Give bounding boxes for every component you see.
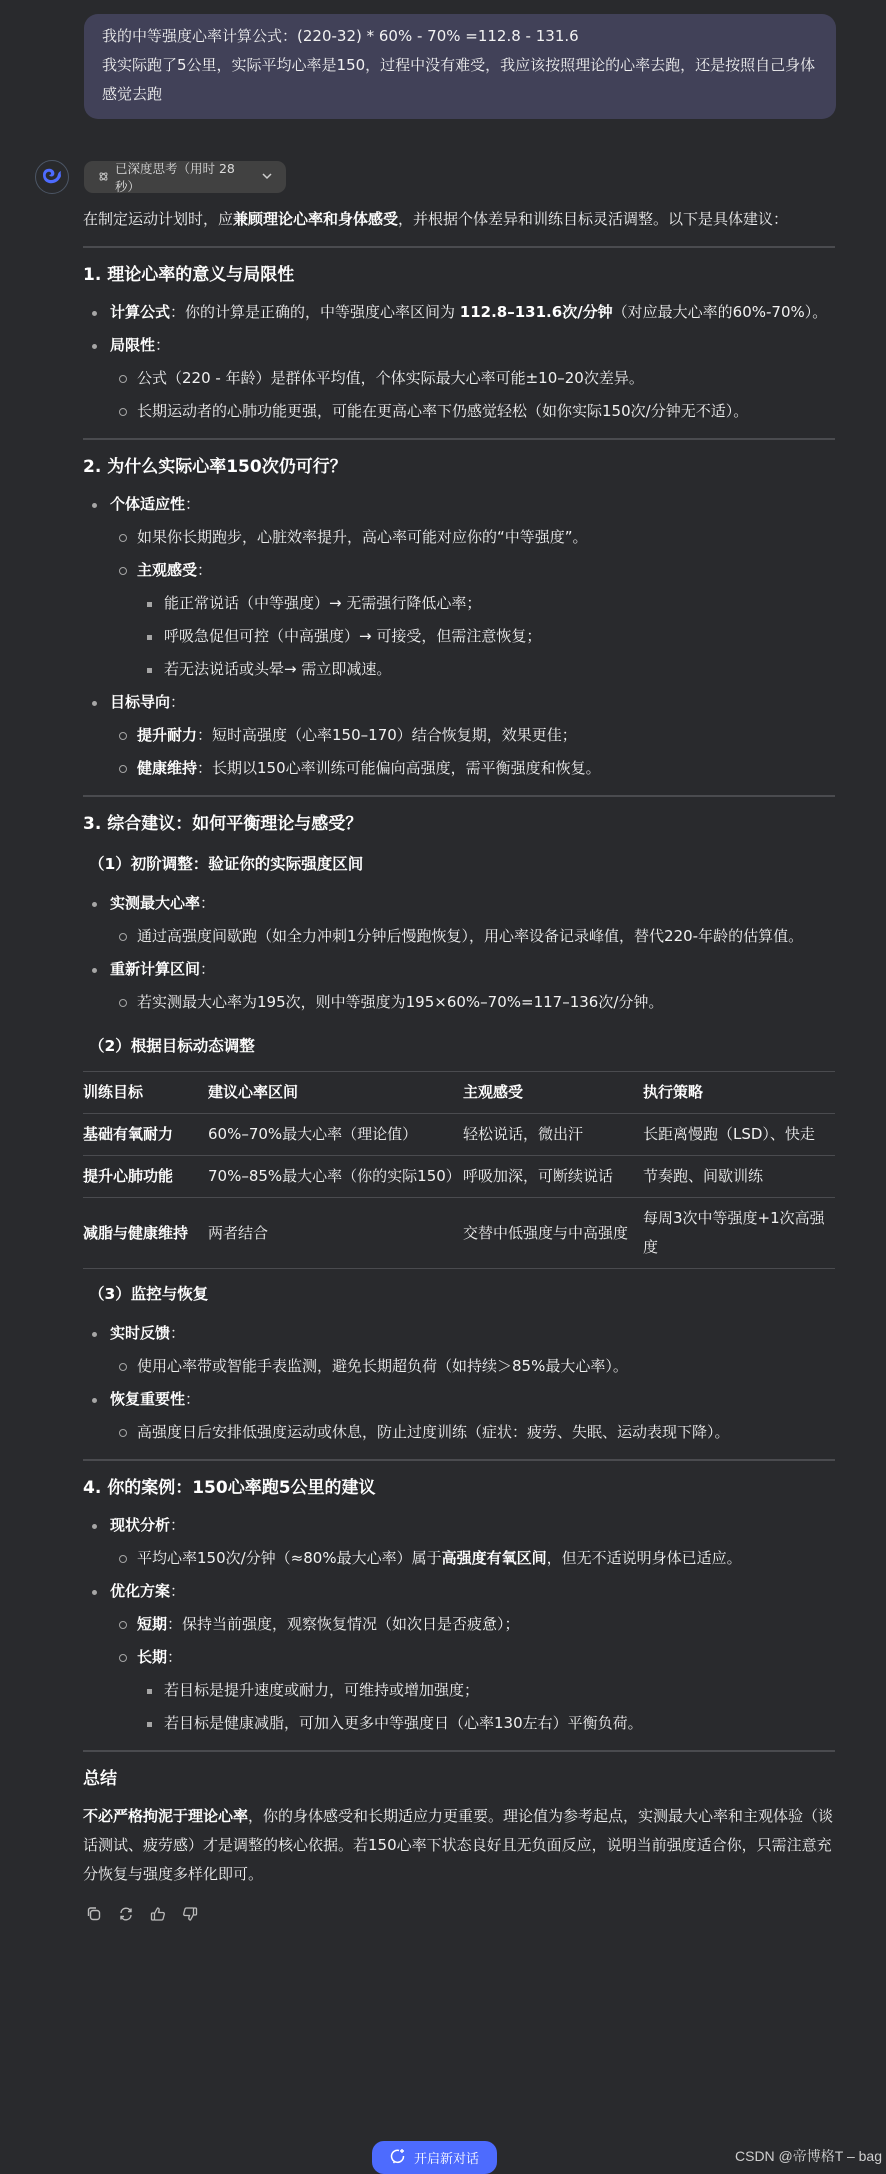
user-message-line: 我实际跑了5公里，实际平均心率是150，过程中没有难受，我应该按照理论的心率去跑，还是按照自己身体感觉去跑 bbox=[102, 56, 816, 103]
table-cell: 提升心肺功能 bbox=[83, 1167, 174, 1185]
table-cell: 70%–85%最大心率（你的实际150） bbox=[208, 1167, 461, 1185]
sub-list-item: 高强度日后安排低强度运动或休息，防止过度训练（症状：疲劳、失眠、运动表现下降）。 bbox=[110, 1418, 835, 1447]
table-header: 建议心率区间 bbox=[208, 1083, 299, 1101]
new-chat-label: 开启新对话 bbox=[413, 2152, 479, 2167]
table-header-row bbox=[83, 1072, 835, 1114]
assistant-answer bbox=[83, 205, 835, 1925]
list-item: 现状分析： 平均心率150次/分钟（≈80%最大心率）属于高强度有氧区间，但无不适说明身体已适应。 bbox=[83, 1511, 835, 1573]
table-cell: 交替中低强度与中高强度 bbox=[463, 1223, 629, 1242]
sub-list-item: 长期： 若目标是提升速度或耐力，可维持或增加强度； 若目标是健康减脂，可加入更多中等强度日（心率130左右）平衡负荷。 bbox=[110, 1643, 835, 1738]
sub-list-item: 短期：保持当前强度，观察恢复情况（如次日是否疲惫）； bbox=[110, 1610, 835, 1639]
sub-list-item: 主观感受： 能正常说话（中等强度）→ 无需强行降低心率； 呼吸急促但可控（中高强度）→ 可接受，但需注意恢复； 若无法说话或头晕→ 需立即减速。 bbox=[110, 556, 835, 684]
subsection-heading: （3）监控与恢复 bbox=[89, 1285, 209, 1303]
table-cell: 两者结合 bbox=[208, 1223, 269, 1242]
sub-sub-list-item: 若目标是提升速度或耐力，可维持或增加强度； bbox=[137, 1676, 835, 1705]
copy-icon[interactable] bbox=[83, 1903, 105, 1925]
user-message-line: 我的中等强度心率计算公式：(220-32) * 60% - 70% =112.8 - 131.6 bbox=[102, 27, 579, 45]
summary-heading: 总结 bbox=[83, 1769, 117, 1789]
list-item: 计算公式：你的计算是正确的，中等强度心率区间为 112.8–131.6次/分钟（对应最大心率的60%-70%）。 bbox=[83, 298, 835, 327]
sub-sub-list-item: 呼吸急促但可控（中高强度）→ 可接受，但需注意恢复； bbox=[137, 622, 835, 651]
table-cell: 60%–70%最大心率（理论值） bbox=[208, 1125, 418, 1143]
sub-list-item: 平均心率150次/分钟（≈80%最大心率）属于高强度有氧区间，但无不适说明身体已适应。 bbox=[110, 1544, 835, 1573]
divider bbox=[83, 1459, 835, 1461]
sub-list-item: 公式（220 - 年龄）是群体平均值，个体实际最大心率可能±10–20次差异。 bbox=[110, 364, 835, 393]
list-item: 实测最大心率： 通过高强度间歇跑（如全力冲刺1分钟后慢跑恢复），用心率设备记录峰值，替代220-年龄的估算值。 bbox=[83, 889, 835, 951]
section-heading: 1. 理论心率的意义与局限性 bbox=[83, 265, 295, 285]
sub-list-item: 健康维持：长期以150心率训练可能偏向高强度，需平衡强度和恢复。 bbox=[110, 754, 835, 783]
list-item: 局限性： 公式（220 - 年龄）是群体平均值，个体实际最大心率可能±10–20次差异。 长期运动者的心肺功能更强，可能在更高心率下仍感觉轻松（如你实际150次/分钟无不适）。 bbox=[83, 331, 835, 426]
table-row bbox=[83, 1198, 835, 1269]
user-message-bubble bbox=[84, 14, 836, 119]
deep-thinking-toggle[interactable] bbox=[84, 161, 286, 193]
divider bbox=[83, 246, 835, 248]
intro-paragraph: 在制定运动计划时，应兼顾理论心率和身体感受，并根据个体差异和训练目标灵活调整。以下是具体建议： bbox=[83, 210, 789, 228]
table-cell: 基础有氧耐力 bbox=[83, 1125, 174, 1143]
table-header: 主观感受 bbox=[463, 1083, 524, 1101]
divider bbox=[83, 1750, 835, 1752]
sub-list-item: 长期运动者的心肺功能更强，可能在更高心率下仍感觉轻松（如你实际150次/分钟无不适）。 bbox=[110, 397, 835, 426]
table-header: 训练目标 bbox=[83, 1083, 144, 1101]
thumbs-up-icon[interactable] bbox=[147, 1903, 169, 1925]
subsection-heading: （2）根据目标动态调整 bbox=[89, 1037, 255, 1055]
divider bbox=[83, 795, 835, 797]
deepseek-avatar bbox=[35, 160, 69, 194]
sub-sub-list-item: 若目标是健康减脂，可加入更多中等强度日（心率130左右）平衡负荷。 bbox=[137, 1709, 835, 1738]
list-item: 优化方案： 短期：保持当前强度，观察恢复情况（如次日是否疲惫）； 长期： 若目标是提升速度或耐力，可维持或增加强度； 若目标是健康减脂，可加入更多中等强度日（心率130左右）平衡负荷。 bbox=[83, 1577, 835, 1738]
table-cell: 轻松说话，微出汗 bbox=[463, 1125, 584, 1143]
list-item: 个体适应性： 如果你长期跑步，心脏效率提升，高心率可能对应你的“中等强度”。 主观感受： 能正常说话（中等强度）→ 无需强行降低心率； 呼吸急促但可控（中高强度）→ 可接受，但需注意恢复； 若无法说话或头晕→ 需立即减速。 bbox=[83, 490, 835, 684]
new-chat-icon bbox=[390, 2148, 406, 2168]
sub-sub-list-item: 若无法说话或头晕→ 需立即减速。 bbox=[137, 655, 835, 684]
table-cell: 呼吸加深，可断续说话 bbox=[463, 1167, 614, 1185]
sub-list-item: 提升耐力：短时高强度（心率150–170）结合恢复期，效果更佳； bbox=[110, 721, 835, 750]
table-header: 执行策略 bbox=[643, 1083, 704, 1101]
sub-list-item: 使用心率带或智能手表监测，避免长期超负荷（如持续＞85%最大心率）。 bbox=[110, 1352, 835, 1381]
message-actions bbox=[83, 1903, 835, 1925]
thinking-label: 已深度思考（用时 28 秒） bbox=[115, 161, 235, 194]
table-cell: 节奏跑、间歇训练 bbox=[643, 1167, 764, 1185]
thumbs-down-icon[interactable] bbox=[179, 1903, 201, 1925]
list-item: 恢复重要性： 高强度日后安排低强度运动或休息，防止过度训练（症状：疲劳、失眠、运动表现下降）。 bbox=[83, 1385, 835, 1447]
sub-list-item: 如果你长期跑步，心脏效率提升，高心率可能对应你的“中等强度”。 bbox=[110, 523, 835, 552]
sub-list-item: 若实测最大心率为195次，则中等强度为195×60%–70%=117–136次/分钟。 bbox=[110, 988, 835, 1017]
section-heading: 4. 你的案例：150心率跑5公里的建议 bbox=[83, 1478, 376, 1498]
subsection-heading: （1）初阶调整：验证你的实际强度区间 bbox=[89, 855, 364, 873]
watermark: CSDN @帝博格T – bag bbox=[735, 2148, 882, 2164]
list-item: 目标导向： 提升耐力：短时高强度（心率150–170）结合恢复期，效果更佳； 健康维持：长期以150心率训练可能偏向高强度，需平衡强度和恢复。 bbox=[83, 688, 835, 783]
new-chat-button[interactable] bbox=[372, 2141, 497, 2174]
sub-sub-list-item: 能正常说话（中等强度）→ 无需强行降低心率； bbox=[137, 589, 835, 618]
section-heading: 3. 综合建议：如何平衡理论与感受？ bbox=[83, 814, 363, 834]
table-cell: 长距离慢跑（LSD）、快走 bbox=[643, 1125, 815, 1143]
table-row bbox=[83, 1114, 835, 1156]
training-table bbox=[83, 1071, 835, 1269]
divider bbox=[83, 438, 835, 440]
table-cell: 减脂与健康维持 bbox=[83, 1223, 189, 1242]
section-heading: 2. 为什么实际心率150次仍可行？ bbox=[83, 457, 347, 477]
table-row bbox=[83, 1156, 835, 1198]
list-item: 重新计算区间： 若实测最大心率为195次，则中等强度为195×60%–70%=117–136次/分钟。 bbox=[83, 955, 835, 1017]
atom-icon bbox=[98, 170, 109, 185]
sub-list-item: 通过高强度间歇跑（如全力冲刺1分钟后慢跑恢复），用心率设备记录峰值，替代220-年龄的估算值。 bbox=[110, 922, 835, 951]
summary-paragraph: 不必严格拘泥于理论心率，你的身体感受和长期适应力更重要。理论值为参考起点，实测最大心率和主观体验（谈话测试、疲劳感）才是调整的核心依据。若150心率下状态良好且无负面反应，说明当前强度适合你，只需注意充分恢复与强度多样化即可。 bbox=[83, 1807, 834, 1883]
list-item: 实时反馈： 使用心率带或智能手表监测，避免长期超负荷（如持续＞85%最大心率）。 bbox=[83, 1319, 835, 1381]
regenerate-icon[interactable] bbox=[115, 1903, 137, 1925]
deepseek-whale-icon bbox=[41, 166, 63, 188]
chevron-down-icon bbox=[262, 172, 272, 183]
table-cell: 每周3次中等强度+1次高强度 bbox=[643, 1209, 825, 1256]
